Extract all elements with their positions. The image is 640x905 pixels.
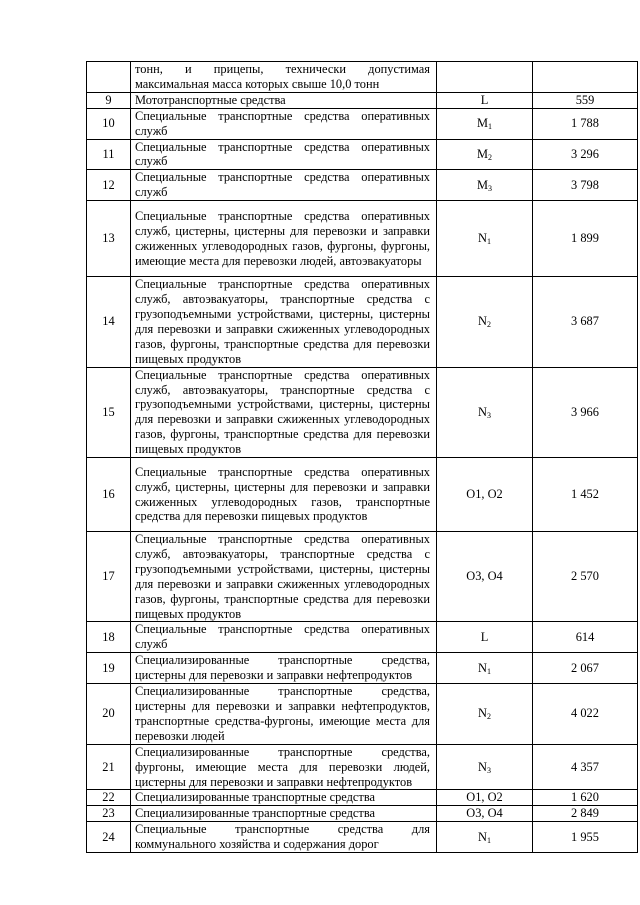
row-category-cell (437, 684, 533, 745)
row-category-cell (437, 744, 533, 790)
row-description-cell: Специальные транспортные средства оперативных служб, цистерны, цистерны для перевозки и заправки сжиженных углеводородных газов, транспортные средства для перевозки пищевых продуктов (131, 458, 437, 532)
row-number-cell: 16 (87, 458, 131, 532)
row-number-cell: 23 (87, 806, 131, 822)
category-subscript: 2 (486, 320, 491, 330)
row-value-cell: 614 (533, 622, 638, 653)
category-code: O1, O2 (466, 790, 503, 805)
category-code: N (478, 231, 487, 246)
table-row (87, 92, 638, 108)
row-description-cell: Специальные транспортные средства оперативных служб (131, 170, 437, 201)
table-row (87, 201, 638, 277)
row-category-cell (437, 367, 533, 457)
row-number-cell: 15 (87, 367, 131, 457)
category-code: M (476, 146, 489, 161)
table-row (87, 277, 638, 367)
row-description-cell: Специальные транспортные средства оперативных служб, автоэвакуаторы, транспортные средства с грузоподъемными устройствами, цистерны, цистерны для перевозки и заправки сжиженных углеводородных газов, фургоны, транспортные средства для перевозки пищевых продуктов (131, 532, 437, 622)
row-category-cell (437, 139, 533, 170)
row-value-cell (533, 62, 638, 93)
row-category-cell (437, 790, 533, 806)
row-description-cell: Специализированные транспортные средства, цистерны для перевозки и заправки нефтепродуктов (131, 653, 437, 684)
category-subscript: 3 (486, 410, 491, 420)
row-description-cell: Мототранспортные средства (131, 92, 437, 108)
vehicle-category-table (86, 61, 638, 853)
row-number-cell: 13 (87, 201, 131, 277)
category-code: M (476, 116, 489, 131)
row-value-cell: 1 788 (533, 108, 638, 139)
category-subscript: 1 (486, 237, 491, 247)
row-number-cell (87, 62, 131, 93)
row-number-cell: 12 (87, 170, 131, 201)
table-row (87, 139, 638, 170)
row-number-cell: 9 (87, 92, 131, 108)
row-description-cell: Специализированные транспортные средства (131, 806, 437, 822)
row-category-cell (437, 62, 533, 93)
table-row (87, 622, 638, 653)
row-value-cell: 1 955 (533, 822, 638, 853)
category-code: N (478, 404, 487, 419)
category-subscript: 1 (486, 835, 491, 845)
row-category-cell (437, 653, 533, 684)
row-category-cell (437, 201, 533, 277)
table-row (87, 170, 638, 201)
table-row (87, 744, 638, 790)
table-row (87, 62, 638, 93)
table-row (87, 108, 638, 139)
category-subscript: 1 (486, 666, 491, 676)
row-value-cell: 3 966 (533, 367, 638, 457)
row-description-cell: Специализированные транспортные средства (131, 790, 437, 806)
row-category-cell (437, 822, 533, 853)
table-row (87, 532, 638, 622)
category-code: N (478, 706, 487, 721)
row-value-cell: 3 798 (533, 170, 638, 201)
category-code: O3, O4 (466, 806, 503, 821)
category-code: N (478, 829, 487, 844)
category-subscript: 1 (488, 122, 493, 132)
row-number-cell: 10 (87, 108, 131, 139)
row-value-cell: 1 899 (533, 201, 638, 277)
row-value-cell: 3 296 (533, 139, 638, 170)
row-number-cell: 18 (87, 622, 131, 653)
row-description-cell: тонн, и прицепы, технически допустимая максимальная масса которых свыше 10,0 тонн (131, 62, 437, 93)
row-number-cell: 19 (87, 653, 131, 684)
category-code: L (480, 629, 489, 644)
table-row (87, 806, 638, 822)
row-category-cell (437, 622, 533, 653)
row-value-cell: 2 067 (533, 653, 638, 684)
row-description-cell: Специальные транспортные средства для коммунального хозяйства и содержания дорог (131, 822, 437, 853)
table-row (87, 822, 638, 853)
category-code: N (478, 314, 487, 329)
category-code: O1, O2 (466, 487, 503, 502)
category-code: O3, O4 (466, 569, 503, 584)
row-description-cell: Специализированные транспортные средства, фургоны, имеющие места для перевозки людей, цистерны для перевозки и заправки нефтепродуктов (131, 744, 437, 790)
row-category-cell (437, 277, 533, 367)
category-subscript: 2 (486, 712, 491, 722)
row-number-cell: 21 (87, 744, 131, 790)
table-body (87, 62, 638, 853)
category-code: M (476, 177, 489, 192)
row-number-cell: 22 (87, 790, 131, 806)
row-number-cell: 14 (87, 277, 131, 367)
row-description-cell: Специальные транспортные средства оперативных служб, цистерны, цистерны для перевозки и заправки сжиженных углеводородных газов, фургоны, фургоны, имеющие места для перевозки людей, автоэвакуаторы (131, 201, 437, 277)
row-description-cell: Специальные транспортные средства оперативных служб (131, 622, 437, 653)
row-description-cell: Специальные транспортные средства оперативных служб, автоэвакуаторы, транспортные средства с грузоподъемными устройствами, цистерны, цистерны для перевозки и заправки сжиженных углеводородных газов, фургоны, транспортные средства для перевозки пищевых продуктов (131, 277, 437, 367)
table-row (87, 684, 638, 745)
row-description-cell: Специальные транспортные средства оперативных служб, автоэвакуаторы, транспортные средства с грузоподъемными устройствами, цистерны, цистерны для перевозки и заправки сжиженных углеводородных газов, фургоны, транспортные средства для перевозки пищевых продуктов (131, 367, 437, 457)
row-value-cell: 559 (533, 92, 638, 108)
category-subscript: 3 (486, 765, 491, 775)
row-value-cell: 1 452 (533, 458, 638, 532)
category-code: L (480, 92, 489, 107)
row-number-cell: 17 (87, 532, 131, 622)
row-value-cell: 2 849 (533, 806, 638, 822)
row-number-cell: 20 (87, 684, 131, 745)
table-row (87, 367, 638, 457)
row-number-cell: 24 (87, 822, 131, 853)
row-category-cell (437, 108, 533, 139)
row-number-cell: 11 (87, 139, 131, 170)
category-subscript: 2 (488, 152, 493, 162)
table-row (87, 458, 638, 532)
row-category-cell (437, 532, 533, 622)
row-value-cell: 4 357 (533, 744, 638, 790)
category-code: N (478, 660, 487, 675)
category-subscript: 3 (488, 183, 493, 193)
table-row (87, 790, 638, 806)
row-category-cell (437, 170, 533, 201)
row-description-cell: Специализированные транспортные средства, цистерны для перевозки и заправки нефтепродуктов, транспортные средства-фургоны, имеющие места для перевозки людей (131, 684, 437, 745)
table-row (87, 653, 638, 684)
row-value-cell: 3 687 (533, 277, 638, 367)
row-category-cell (437, 806, 533, 822)
row-value-cell: 1 620 (533, 790, 638, 806)
row-category-cell (437, 92, 533, 108)
row-category-cell (437, 458, 533, 532)
row-value-cell: 2 570 (533, 532, 638, 622)
row-value-cell: 4 022 (533, 684, 638, 745)
row-description-cell: Специальные транспортные средства оперативных служб (131, 139, 437, 170)
row-description-cell: Специальные транспортные средства оперативных служб (131, 108, 437, 139)
category-code: N (478, 759, 487, 774)
